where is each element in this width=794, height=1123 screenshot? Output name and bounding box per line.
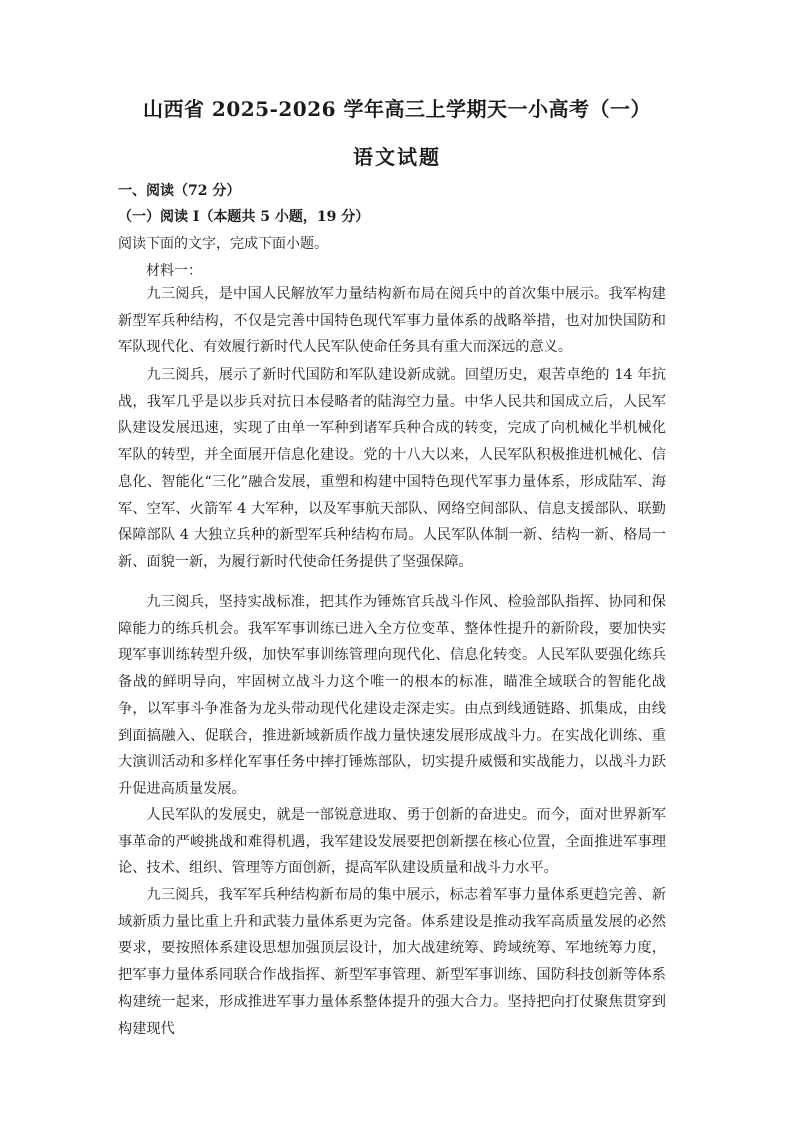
paragraph-5: 九三阅兵，我军军兵种结构新布局的集中展示，标志着军事力量体系更趋完善、新域新质力量比重上升和武装力量体系更为完备。体系建设是推动我军高质量发展的必然要求，要按照体系建设思想加强顶层设计，加大战建统筹、跨域统筹、军地统筹力度，把军事力量体系同联合作战指挥、新型军事管理、新型军事训练、国防科技创新等体系构建统一起来，形成推进军事力量体系整体提升的强大合力。坚持把向打仗聚焦贯穿到构建现代 <box>118 887 666 1037</box>
document-title: 山西省 2025-2026 学年高三上学期天一小高考（一） <box>142 97 652 121</box>
paragraph-4: 人民军队的发展史，就是一部锐意进取、勇于创新的奋进史。而今，面对世界新军事革命的严峻挑战和难得机遇，我军建设发展要把创新摆在核心位置，全面推进军事理论、技术、组织、管理等方面创新，提高军队建设质量和战斗力水平。 <box>118 807 666 877</box>
material-label: 材料一： <box>146 263 202 279</box>
instruction-text: 阅读下面的文字，完成下面小题。 <box>118 236 328 252</box>
paragraph-3: 九三阅兵，坚持实战标准，把其作为锤炼官兵战斗作风、检验部队指挥、协同和保障能力的练兵机会。我军军事训练已进入全方位变革、整体性提升的新阶段，要加快实现军事训练转型升级，加快军事训练管理向现代化、信息化转变。人民军队要强化练兵备战的鲜明导向，牢固树立战斗力这个唯一的根本的标准，瞄准全域联合的智能化战争，以军事斗争准备为龙头带动现代化建设走深走实。由点到线通链路、抓集成，由线到面搞融入、促联合，推进新域新质作战力量快速发展形成战斗力。在实战化训练、重大演训活动和多样化军事任务中摔打锤炼部队，切实提升威慑和实战能力，以战斗力跃升促进高质量发展。 <box>118 594 666 797</box>
document-subtitle: 语文试题 <box>353 145 441 169</box>
paragraph-2: 九三阅兵，展示了新时代国防和军队建设新成就。回望历史，艰苦卓绝的 14 年抗战，我军几乎是以步兵对抗日本侵略者的陆海空力量。中华人民共和国成立后，人民军队建设发展迅速，实现了由单一军种到诸军兵种合成的转变，完成了向机械化半机械化军队的转型，并全面展开信息化建设。党的十八大以来，人民军队积极推进机械化、信息化、智能化“三化”融合发展，重塑和构建中国特色现代军事力量体系，形成陆军、海军、空军、火箭军 4 大军种，以及军事航天部队、网络空间部队、信息支援部队、联勤保障部队 4 大独立兵种的新型军兵种结构布局。人民军队体制一新、结构一新、格局一新、面貌一新，为履行新时代使命任务提供了坚强保障。 <box>118 367 666 570</box>
paragraph-1: 九三阅兵，是中国人民解放军力量结构新布局在阅兵中的首次集中展示。我军构建新型军兵种结构，不仅是完善中国特色现代军事力量体系的战略举措，也对加快国防和军队现代化、有效履行新时代人民军队使命任务具有重大而深远的意义。 <box>118 286 666 356</box>
section-heading: 一、阅读（72 分） <box>118 183 241 199</box>
subsection-heading: （一）阅读 I（本题共 5 小题，19 分） <box>118 209 370 225</box>
